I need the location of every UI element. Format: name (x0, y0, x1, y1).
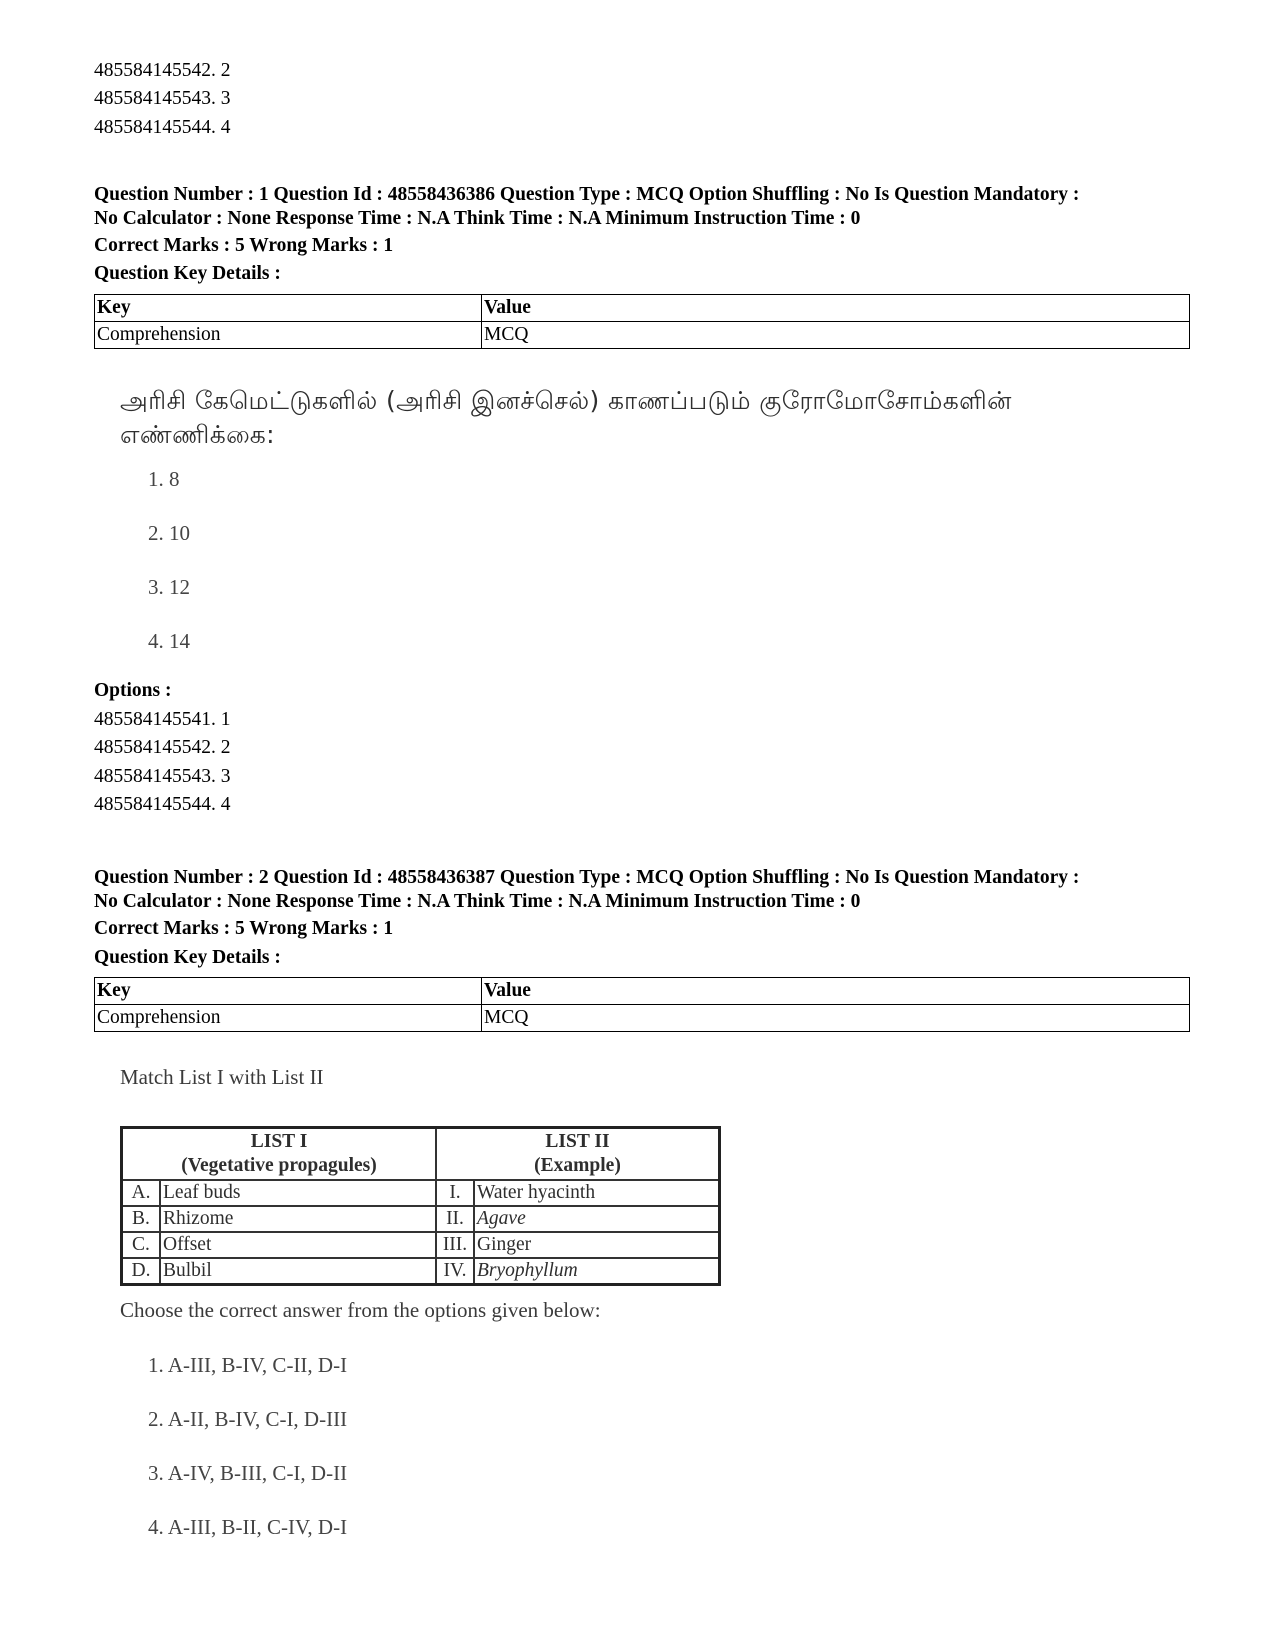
option-line: 485584145541. 1 (94, 709, 231, 730)
question-2-instruction: Match List I with List II (120, 1065, 324, 1089)
option-line: 485584145543. 3 (94, 766, 231, 787)
list-1-letter: B. (122, 1206, 161, 1232)
question-1-choice: 4. 14 (148, 629, 190, 653)
question-2-choice: 3. A-IV, B-III, C-I, D-II (148, 1461, 348, 1485)
question-1-choice: 3. 12 (148, 575, 190, 599)
key-cell: Comprehension (95, 1005, 482, 1032)
question-1-key-details-label: Question Key Details : (94, 263, 281, 284)
question-meta-line: Question Number : 1 Question Id : 48558436386 Question Type : MCQ Option Shuffling : No Is Question Mandatory : (94, 184, 1080, 205)
list-2-numeral: I. (436, 1180, 474, 1206)
question-1-choice: 2. 10 (148, 521, 190, 545)
match-row (122, 1232, 720, 1258)
list-1-letter: C. (122, 1232, 161, 1258)
question-1-key-table (94, 294, 1190, 349)
list-1-item: Bulbil (160, 1258, 436, 1285)
list-2-numeral: III. (436, 1232, 474, 1258)
match-row (122, 1258, 720, 1285)
list-2-item: Water hyacinth (474, 1180, 720, 1206)
question-2-choose-text: Choose the correct answer from the options given below: (120, 1298, 601, 1322)
question-1-meta (94, 183, 1204, 230)
list-1-title: LIST I (250, 1131, 308, 1152)
list-1-item: Offset (160, 1232, 436, 1258)
list-2-subtitle: (Example) (534, 1155, 621, 1176)
list-1-item: Rhizome (160, 1206, 436, 1232)
option-line: 485584145544. 4 (94, 794, 231, 815)
list-1-item: Leaf buds (160, 1180, 436, 1206)
match-row (122, 1180, 720, 1206)
question-1-choice: 1. 8 (148, 467, 180, 491)
value-cell: MCQ (482, 1005, 1190, 1032)
value-cell: MCQ (482, 322, 1190, 349)
question-2-choice: 2. A-II, B-IV, C-I, D-III (148, 1407, 348, 1431)
question-2-key-details-label: Question Key Details : (94, 947, 281, 968)
option-line: 485584145542. 2 (94, 737, 231, 758)
list-1-letter: D. (122, 1258, 161, 1285)
question-2-choice: 1. A-III, B-IV, C-II, D-I (148, 1353, 348, 1377)
question-2-choice: 4. A-III, B-II, C-IV, D-I (148, 1515, 348, 1539)
list-2-item: Agave (474, 1206, 720, 1232)
question-2-key-table (94, 977, 1190, 1032)
question-2-meta (94, 866, 1204, 913)
key-header: Key (95, 295, 482, 322)
option-line: 485584145543. 3 (94, 88, 231, 109)
key-header: Key (95, 978, 482, 1005)
question-meta-line: No Calculator : None Response Time : N.A Think Time : N.A Minimum Instruction Time : 0 (94, 890, 861, 912)
question-1-marks: Correct Marks : 5 Wrong Marks : 1 (94, 235, 394, 256)
list-1-letter: A. (122, 1180, 161, 1206)
question-2-marks: Correct Marks : 5 Wrong Marks : 1 (94, 918, 394, 939)
value-header: Value (482, 978, 1190, 1005)
option-line: 485584145542. 2 (94, 60, 231, 81)
value-header: Value (482, 295, 1190, 322)
list-2-item: Ginger (474, 1232, 720, 1258)
key-cell: Comprehension (95, 322, 482, 349)
list-1-header (122, 1128, 437, 1181)
question-1-options-label: Options : (94, 680, 172, 701)
match-list-table (120, 1126, 721, 1286)
list-2-header (436, 1128, 720, 1181)
question-1-text: அரிசி கேமெட்டுகளில் (அரிசி இனச்செல்) காணப்படும் குரோமோசோம்களின் எண்ணிக்கை: (120, 386, 1012, 449)
list-2-item: Bryophyllum (474, 1258, 720, 1285)
match-row (122, 1206, 720, 1232)
list-1-subtitle: (Vegetative propagules) (181, 1155, 377, 1176)
list-2-title: LIST II (545, 1131, 610, 1152)
list-2-numeral: IV. (436, 1258, 474, 1285)
question-meta-line: No Calculator : None Response Time : N.A Think Time : N.A Minimum Instruction Time : 0 (94, 207, 861, 229)
question-meta-line: Question Number : 2 Question Id : 48558436387 Question Type : MCQ Option Shuffling : No Is Question Mandatory : (94, 867, 1080, 888)
list-2-numeral: II. (436, 1206, 474, 1232)
option-line: 485584145544. 4 (94, 117, 231, 138)
